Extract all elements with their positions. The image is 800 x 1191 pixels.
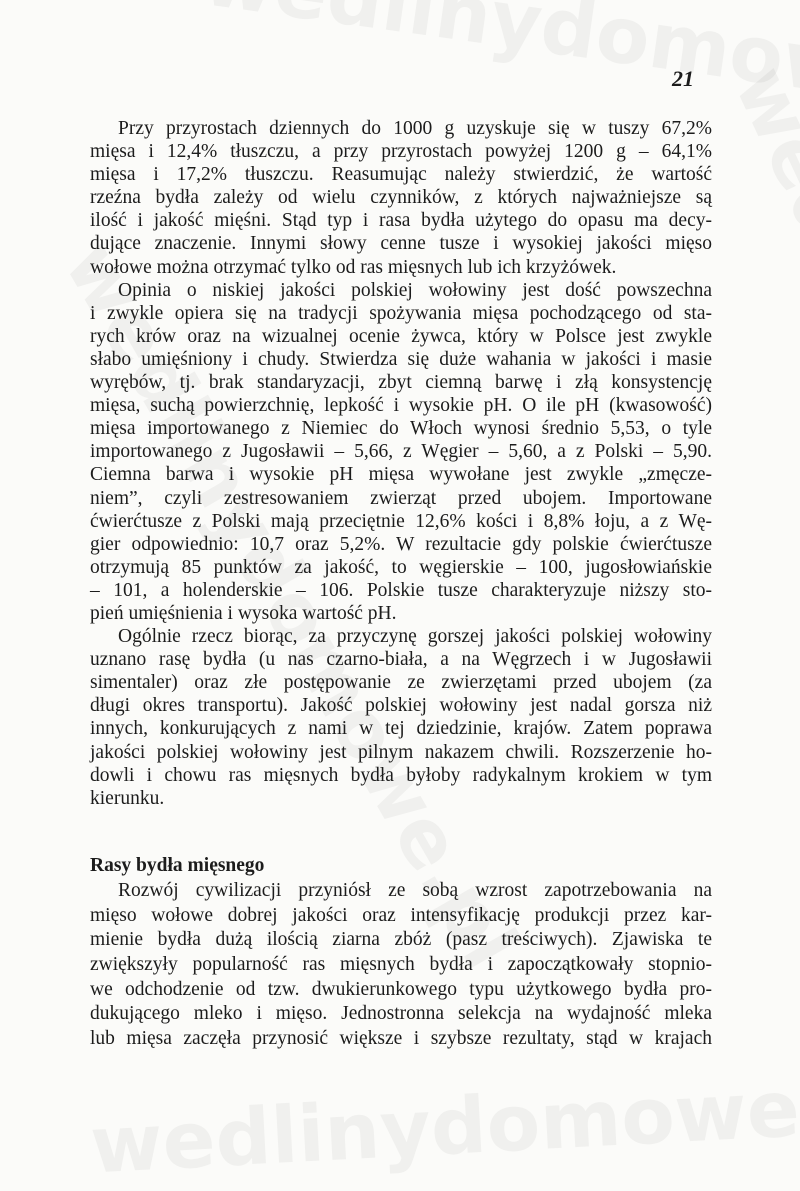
text-line: długi okres transportu). Jakość polskiej wołowiny jest nadal gorsza niż bbox=[90, 695, 712, 717]
text-line: we odchodzenie od tzw. dwukierunkowego typu użytkowego bydła pro- bbox=[90, 978, 712, 1000]
text-line: dowli i chowu ras mięsnych bydła byłoby radykalnym krokiem w tym bbox=[90, 764, 712, 786]
text-line: mięsa, suchą powierzchnię, lepkość i wysokie pH. O ile pH (kwasowość) bbox=[90, 395, 712, 417]
text-line: innych, konkurujących z nami w tej dziedzinie, krajów. Zatem poprawa bbox=[90, 718, 712, 740]
text-line: niem”, czyli zestresowaniem zwierząt przed ubojem. Importowane bbox=[90, 487, 712, 509]
text-line: – 101, a holenderskie – 106. Polskie tusze charakteryzuje niższy sto- bbox=[90, 579, 712, 601]
text-line: ćwierćtusze z Polski mają przeciętnie 12,6% kości i 8,8% łoju, a z Wę- bbox=[90, 510, 712, 532]
watermark bbox=[88, 1059, 800, 1191]
text-line: rych krów oraz na wizualnej ocenie żywca, który w Polsce jest zwykle bbox=[90, 325, 712, 347]
text-line: simentaler) oraz złe postępowanie ze zwierzętami przed ubojem (za bbox=[90, 672, 712, 694]
text-line: pień umięśnienia i wysoka wartość pH. bbox=[90, 602, 397, 624]
section-rasy-bydla bbox=[90, 853, 712, 1052]
text-line: i zwykle opiera się na tradycji spożywania mięsa pochodzącego od sta- bbox=[90, 302, 712, 324]
text-line: wyrębów, tj. brak standaryzacji, zbyt ciemną barwę i złą konsystencję bbox=[90, 372, 712, 394]
paragraph bbox=[90, 117, 712, 279]
text-line: importowanego z Jugosławii – 5,66, z Węgier – 5,60, a z Polski – 5,90. bbox=[90, 441, 712, 463]
text-line: Ciemna barwa i wysokie pH mięsa wywołane jest zwykle „zmęcze- bbox=[90, 464, 712, 486]
text-line: mięso wołowe dobrej jakości oraz intensyfikację produkcji przez kar- bbox=[90, 904, 712, 926]
text-line: Opinia o niskiej jakości polskiej wołowiny jest dość powszechna bbox=[118, 279, 712, 301]
text-line: dukującego mleko i mięso. Jednostronna selekcja na wydajność mleka bbox=[90, 1003, 712, 1025]
text-line: gier odpowiednio: 10,7 oraz 5,2%. W rezultacie gdy polskie ćwierćtusze bbox=[90, 533, 712, 555]
body-text bbox=[90, 117, 712, 810]
text-line: otrzymują 85 punktów za jakość, to węgierskie – 100, jugosłowiańskie bbox=[90, 556, 712, 578]
text-line: rzeźna bydła zależy od wielu czynników, z których najważniejsze są bbox=[90, 187, 712, 209]
text-line: ilość i jakość mięśni. Stąd typ i rasa bydła użytego do opasu ma decy- bbox=[90, 210, 712, 232]
watermark bbox=[717, 53, 800, 836]
page-number: 21 bbox=[672, 66, 694, 91]
text-line: Rozwój cywilizacji przyniósł ze sobą wzrost zapotrzebowania na bbox=[118, 880, 712, 901]
text-line: mięsa importowanego z Niemiec do Włoch wynosi średnio 5,53, o tyle bbox=[90, 418, 712, 440]
text-line: słabo umięśniony i chudy. Stwierdza się duże wahania w jakości i masie bbox=[90, 348, 712, 370]
text-line: wołowe można otrzymać tylko od ras mięsnych lub ich krzyżówek. bbox=[90, 256, 617, 278]
text-line: jakości polskiej wołowiny jest pilnym nakazem chwili. Rozszerzenie ho- bbox=[90, 741, 712, 763]
paragraph bbox=[90, 625, 712, 810]
text-line: zwiększyły popularność ras mięsnych bydła i zapoczątkowały stopnio- bbox=[90, 954, 712, 976]
section-heading: Rasy bydła mięsnego bbox=[90, 855, 265, 876]
text-line: mienie bydła dużą ilością ziarna zbóż (pasz treściwych). Zjawiska te bbox=[90, 929, 712, 951]
text-line: mięsa i 17,2% tłuszczu. Reasumując należy stwierdzić, że wartość bbox=[90, 164, 712, 186]
text-line: Ogólnie rzecz biorąc, za przyczynę gorszej jakości polskiej wołowiny bbox=[118, 626, 712, 648]
text-line: mięsa i 12,4% tłuszczu, a przy przyrostach powyżej 1200 g – 64,1% bbox=[90, 141, 712, 163]
text-line: uznano rasę bydła (u nas czarno-biała, a na Węgrzech i w Jugosławii bbox=[90, 649, 712, 671]
text-line: dujące znaczenie. Innymi słowy cenne tusze i wysokiej jakości mięso bbox=[90, 233, 712, 255]
paragraph bbox=[90, 279, 712, 625]
text-line: Przy przyrostach dziennych do 1000 g uzyskuje się w tuszy 67,2% bbox=[118, 118, 712, 139]
text-line: kierunku. bbox=[90, 787, 165, 809]
text-line: lub mięsa zaczęła przynosić większe i szybsze rezultaty, stąd w krajach bbox=[90, 1028, 712, 1050]
